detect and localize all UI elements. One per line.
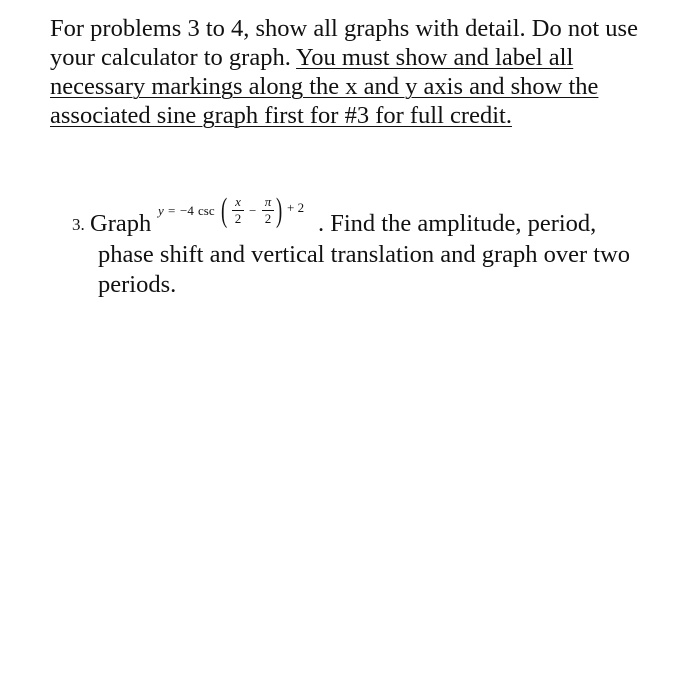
equation-left-paren: ( (221, 192, 228, 229)
instructions-text: For problems 3 to 4, show all graphs with detail. Do not use your calculator to graph. (50, 15, 638, 71)
graph-label: Graph (90, 210, 152, 237)
equation-function: csc (198, 203, 215, 218)
question-line-1: . Find the amplitude, period, (318, 210, 597, 237)
equation-coefficient: −4 (180, 203, 194, 218)
fraction-2-numerator: π (264, 194, 272, 209)
fraction-2-denominator: 2 (264, 211, 272, 226)
equation-fraction-1 (232, 195, 244, 226)
fraction-1-numerator: x (235, 194, 241, 209)
question-continuation: phase shift and vertical translation and graph over two periods. (98, 241, 631, 298)
equation-fraction-2 (262, 195, 274, 226)
instructions-underlined-text: You must show and label all necessary markings along the x and y axis and show the associated sine graph first for #3 for full credit. (50, 44, 599, 129)
equation-minus: − (249, 203, 257, 218)
fraction-1-denominator: 2 (234, 211, 242, 226)
problem-number: 3. (72, 215, 85, 234)
equation-vertical-shift: + 2 (287, 200, 305, 215)
equation-equals: = (168, 203, 176, 218)
instructions-paragraph (50, 14, 660, 130)
equation-lhs: y (158, 203, 164, 218)
equation-right-paren: ) (276, 192, 283, 229)
